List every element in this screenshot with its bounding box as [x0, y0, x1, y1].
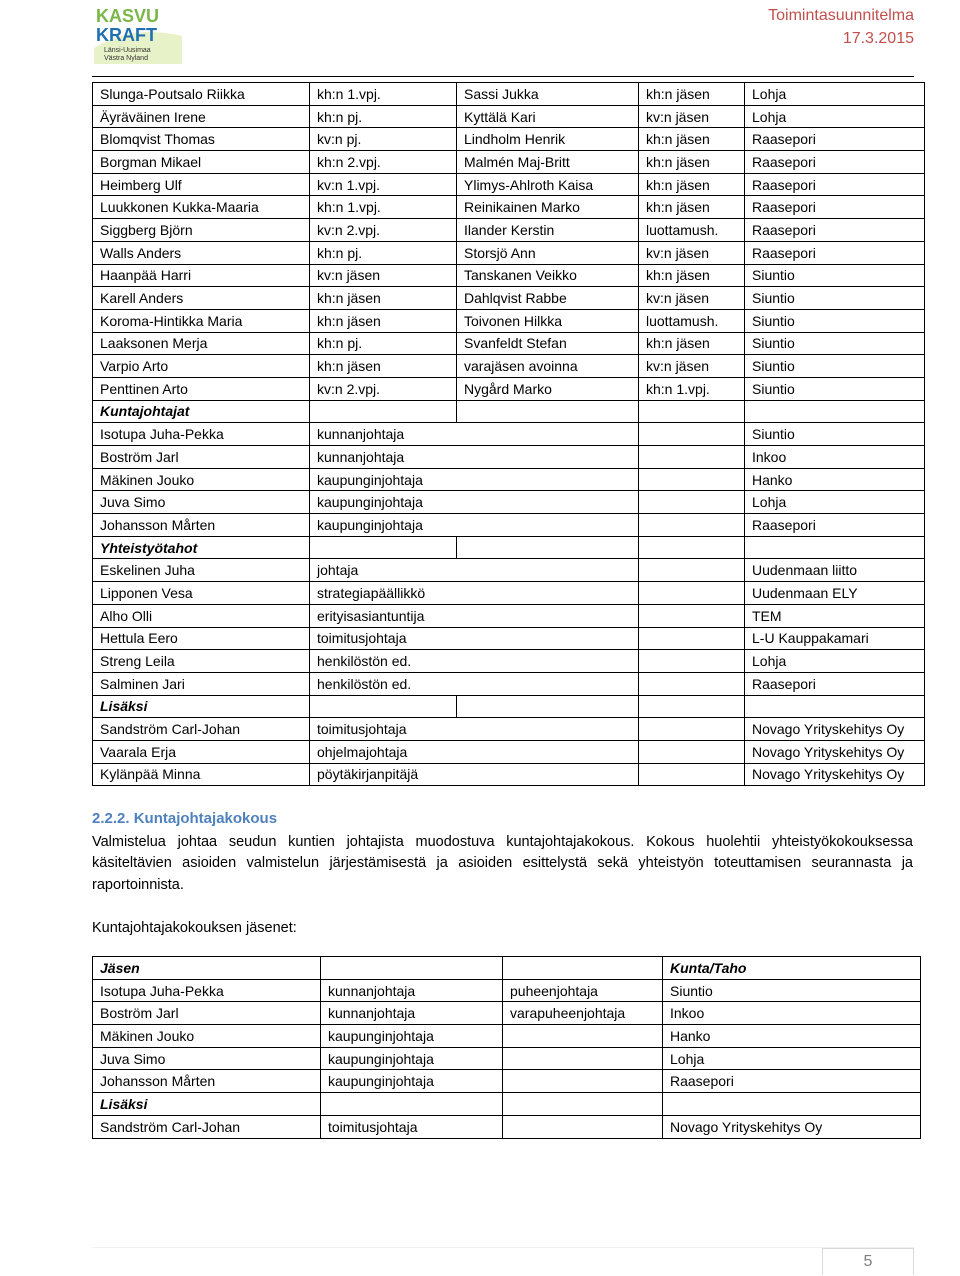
kasvu-kraft-logo	[92, 4, 184, 64]
member-row	[93, 105, 925, 128]
table-cell	[639, 672, 745, 695]
deputy-role: kh:n jäsen	[639, 83, 745, 106]
group-heading-row	[93, 1093, 921, 1116]
deputy-role: luottamush.	[639, 219, 745, 242]
deputy-name: Tanskanen Veikko	[457, 264, 639, 287]
member-town: Siuntio	[663, 979, 921, 1002]
table-cell	[639, 695, 745, 718]
deputy-role: kh:n jäsen	[639, 151, 745, 174]
member-town: Raasepori	[745, 219, 925, 242]
kokous-row	[93, 1047, 921, 1070]
footer-rule	[92, 1247, 914, 1248]
person-title: kaupunginjohtaja	[310, 491, 639, 514]
member-name: Walls Anders	[93, 241, 310, 264]
table-cell	[457, 536, 639, 559]
person-name: Alho Olli	[93, 604, 310, 627]
logo-sub2: Västra Nyland	[104, 55, 148, 62]
header-info	[768, 4, 914, 50]
member-name: Penttinen Arto	[93, 377, 310, 400]
member-name: Heimberg Ulf	[93, 173, 310, 196]
group-row	[93, 446, 925, 469]
table-cell	[457, 400, 639, 423]
table-cell	[639, 468, 745, 491]
member-town: Siuntio	[745, 355, 925, 378]
person-org: L-U Kauppakamari	[745, 627, 925, 650]
deputy-role: luottamush.	[639, 309, 745, 332]
member-role: kv:n pj.	[310, 128, 457, 151]
table-cell	[457, 695, 639, 718]
member-role: kh:n pj.	[310, 105, 457, 128]
member-name: Laaksonen Merja	[93, 332, 310, 355]
logo-line2: KRAFT	[96, 25, 157, 45]
member-name: Isotupa Juha-Pekka	[93, 979, 321, 1002]
person-name: Johansson Mårten	[93, 514, 310, 537]
member-name: Koroma-Hintikka Maria	[93, 309, 310, 332]
kokous-row	[93, 979, 921, 1002]
section-paragraph: Valmistelua johtaa seudun kuntien johtajista muodostuva kuntajohtajakokous. Kokous huolehtii yhteistyökokouksessa käsiteltävien asioiden valmistelun järjestämisestä ja asioiden esittelystä sekä yhteistyön toteuttamisen seurannasta ja raportoinnista.	[92, 834, 913, 893]
person-name: Boström Jarl	[93, 446, 310, 469]
person-org: Lohja	[745, 650, 925, 673]
kokous-row	[93, 1025, 921, 1048]
member-role	[503, 1115, 663, 1138]
table-cell	[310, 695, 457, 718]
logo-line1: KASVU	[96, 6, 160, 26]
person-org: Hanko	[745, 468, 925, 491]
group-heading: Lisäksi	[93, 1093, 321, 1116]
member-town: Siuntio	[745, 264, 925, 287]
person-org: Novago Yrityskehitys Oy	[745, 740, 925, 763]
member-name: Johansson Mårten	[93, 1070, 321, 1093]
member-role: varapuheenjohtaja	[503, 1002, 663, 1025]
member-row	[93, 287, 925, 310]
table-cell	[639, 446, 745, 469]
member-role: kh:n jäsen	[310, 287, 457, 310]
member-town: Raasepori	[663, 1070, 921, 1093]
member-title: kunnanjohtaja	[321, 979, 503, 1002]
table-cell	[321, 1093, 503, 1116]
deputy-name: Svanfeldt Stefan	[457, 332, 639, 355]
table-cell	[639, 763, 745, 786]
table-cell	[639, 559, 745, 582]
person-title: toimitusjohtaja	[310, 718, 639, 741]
table-cell	[745, 695, 925, 718]
member-town: Siuntio	[745, 377, 925, 400]
person-org: Uudenmaan liitto	[745, 559, 925, 582]
table-cell	[639, 718, 745, 741]
person-name: Lipponen Vesa	[93, 582, 310, 605]
member-name: Juva Simo	[93, 1047, 321, 1070]
deputy-role: kh:n jäsen	[639, 264, 745, 287]
column-header-member: Jäsen	[93, 957, 321, 980]
table-cell	[639, 514, 745, 537]
member-name: Boström Jarl	[93, 1002, 321, 1025]
person-name: Juva Simo	[93, 491, 310, 514]
table-cell	[663, 1093, 921, 1116]
deputy-name: Sassi Jukka	[457, 83, 639, 106]
person-name: Streng Leila	[93, 650, 310, 673]
person-title: pöytäkirjanpitäjä	[310, 763, 639, 786]
member-town: Hanko	[663, 1025, 921, 1048]
member-row	[93, 264, 925, 287]
member-town: Inkoo	[663, 1002, 921, 1025]
member-town: Raasepori	[745, 128, 925, 151]
deputy-role: kh:n jäsen	[639, 173, 745, 196]
table-cell	[639, 740, 745, 763]
member-title: kunnanjohtaja	[321, 1002, 503, 1025]
section-title: 2.2.2. Kuntajohtajakokous	[92, 810, 278, 827]
person-org: Uudenmaan ELY	[745, 582, 925, 605]
person-title: johtaja	[310, 559, 639, 582]
person-title: toimitusjohtaja	[310, 627, 639, 650]
group-heading-row	[93, 400, 925, 423]
member-role: puheenjohtaja	[503, 979, 663, 1002]
table-cell	[503, 1093, 663, 1116]
kokous-row	[93, 1070, 921, 1093]
group-row	[93, 559, 925, 582]
table-cell	[639, 423, 745, 446]
member-role: kh:n pj.	[310, 332, 457, 355]
person-org: TEM	[745, 604, 925, 627]
table-cell	[639, 536, 745, 559]
group-row	[93, 491, 925, 514]
group-row	[93, 740, 925, 763]
deputy-name: Reinikainen Marko	[457, 196, 639, 219]
member-name: Slunga-Poutsalo Riikka	[93, 83, 310, 106]
member-name: Siggberg Björn	[93, 219, 310, 242]
member-role: kh:n jäsen	[310, 355, 457, 378]
member-row	[93, 128, 925, 151]
member-row	[93, 355, 925, 378]
steering-group-table	[92, 82, 925, 786]
deputy-role: kh:n 1.vpj.	[639, 377, 745, 400]
table-cell	[639, 491, 745, 514]
member-row	[93, 332, 925, 355]
table-cell	[639, 400, 745, 423]
table-cell	[745, 400, 925, 423]
members-label: Kuntajohtajakokouksen jäsenet:	[92, 920, 297, 936]
person-title: henkilöstön ed.	[310, 650, 639, 673]
deputy-name: Dahlqvist Rabbe	[457, 287, 639, 310]
table-cell	[745, 536, 925, 559]
deputy-role: kv:n jäsen	[639, 105, 745, 128]
member-role: kh:n 2.vpj.	[310, 151, 457, 174]
member-row	[93, 309, 925, 332]
person-name: Mäkinen Jouko	[93, 468, 310, 491]
group-row	[93, 604, 925, 627]
deputy-name: varajäsen avoinna	[457, 355, 639, 378]
deputy-name: Toivonen Hilkka	[457, 309, 639, 332]
person-name: Vaarala Erja	[93, 740, 310, 763]
member-name: Borgman Mikael	[93, 151, 310, 174]
member-role: kv:n jäsen	[310, 264, 457, 287]
table-cell	[639, 650, 745, 673]
person-title: strategiapäällikkö	[310, 582, 639, 605]
person-title: kunnanjohtaja	[310, 446, 639, 469]
person-title: kaupunginjohtaja	[310, 514, 639, 537]
member-town: Siuntio	[745, 332, 925, 355]
group-row	[93, 718, 925, 741]
member-role: kv:n 2.vpj.	[310, 377, 457, 400]
deputy-name: Nygård Marko	[457, 377, 639, 400]
member-name: Mäkinen Jouko	[93, 1025, 321, 1048]
page-number: 5	[822, 1248, 914, 1275]
member-town: Lohja	[663, 1047, 921, 1070]
member-row	[93, 83, 925, 106]
member-role	[503, 1047, 663, 1070]
deputy-role: kh:n jäsen	[639, 332, 745, 355]
member-row	[93, 241, 925, 264]
person-name: Hettula Eero	[93, 627, 310, 650]
deputy-name: Lindholm Henrik	[457, 128, 639, 151]
group-row	[93, 672, 925, 695]
member-town: Siuntio	[745, 309, 925, 332]
table-cell	[321, 957, 503, 980]
document-title: Toimintasuunnitelma	[768, 7, 914, 24]
group-row	[93, 627, 925, 650]
logo-sub1: Länsi-Uusimaa	[104, 47, 151, 54]
member-name: Haanpää Harri	[93, 264, 310, 287]
group-heading-row	[93, 695, 925, 718]
member-town: Lohja	[745, 83, 925, 106]
person-org: Inkoo	[745, 446, 925, 469]
group-row	[93, 763, 925, 786]
group-heading: Lisäksi	[93, 695, 310, 718]
deputy-name: Malmén Maj-Britt	[457, 151, 639, 174]
member-town: Siuntio	[745, 287, 925, 310]
person-title: ohjelmajohtaja	[310, 740, 639, 763]
member-town: Raasepori	[745, 173, 925, 196]
member-title: kaupunginjohtaja	[321, 1070, 503, 1093]
deputy-name: Ilander Kerstin	[457, 219, 639, 242]
group-row	[93, 468, 925, 491]
member-name: Luukkonen Kukka-Maaria	[93, 196, 310, 219]
member-name: Blomqvist Thomas	[93, 128, 310, 151]
document-date: 17.3.2015	[842, 30, 914, 47]
group-row	[93, 423, 925, 446]
person-title: kunnanjohtaja	[310, 423, 639, 446]
table-cell	[503, 957, 663, 980]
deputy-role: kh:n jäsen	[639, 196, 745, 219]
deputy-role: kv:n jäsen	[639, 287, 745, 310]
member-row	[93, 173, 925, 196]
member-title: kaupunginjohtaja	[321, 1047, 503, 1070]
person-org: Novago Yrityskehitys Oy	[745, 718, 925, 741]
person-org: Raasepori	[745, 514, 925, 537]
member-role: kv:n 2.vpj.	[310, 219, 457, 242]
person-title: erityisasiantuntija	[310, 604, 639, 627]
member-role: kv:n 1.vpj.	[310, 173, 457, 196]
member-town: Raasepori	[745, 151, 925, 174]
member-row	[93, 151, 925, 174]
deputy-role: kh:n jäsen	[639, 128, 745, 151]
member-town: Raasepori	[745, 196, 925, 219]
member-role: kh:n jäsen	[310, 309, 457, 332]
table-cell	[639, 627, 745, 650]
member-title: kaupunginjohtaja	[321, 1025, 503, 1048]
person-org: Raasepori	[745, 672, 925, 695]
group-row	[93, 650, 925, 673]
header-row	[93, 957, 921, 980]
member-title: toimitusjohtaja	[321, 1115, 503, 1138]
deputy-name: Ylimys-Ahlroth Kaisa	[457, 173, 639, 196]
member-name: Sandström Carl-Johan	[93, 1115, 321, 1138]
group-row	[93, 582, 925, 605]
member-town: Raasepori	[745, 241, 925, 264]
group-heading: Kuntajohtajat	[93, 400, 310, 423]
member-role: kh:n 1.vpj.	[310, 83, 457, 106]
kuntajohtajakokous-table	[92, 956, 921, 1139]
deputy-name: Storsjö Ann	[457, 241, 639, 264]
deputy-name: Kyttälä Kari	[457, 105, 639, 128]
kokous-row	[93, 1002, 921, 1025]
member-name: Äyräväinen Irene	[93, 105, 310, 128]
member-row	[93, 196, 925, 219]
group-heading: Yhteistyötahot	[93, 536, 310, 559]
person-title: kaupunginjohtaja	[310, 468, 639, 491]
member-town: Lohja	[745, 105, 925, 128]
deputy-role: kv:n jäsen	[639, 241, 745, 264]
member-role	[503, 1025, 663, 1048]
kokous-row	[93, 1115, 921, 1138]
member-town: Novago Yrityskehitys Oy	[663, 1115, 921, 1138]
person-name: Salminen Jari	[93, 672, 310, 695]
group-heading-row	[93, 536, 925, 559]
member-row	[93, 377, 925, 400]
group-row	[93, 514, 925, 537]
person-name: Sandström Carl-Johan	[93, 718, 310, 741]
member-name: Karell Anders	[93, 287, 310, 310]
header-rule	[92, 76, 914, 77]
person-org: Novago Yrityskehitys Oy	[745, 763, 925, 786]
member-role: kh:n 1.vpj.	[310, 196, 457, 219]
deputy-role: kv:n jäsen	[639, 355, 745, 378]
person-name: Kylänpää Minna	[93, 763, 310, 786]
table-cell	[310, 400, 457, 423]
person-org: Lohja	[745, 491, 925, 514]
table-cell	[310, 536, 457, 559]
member-role	[503, 1070, 663, 1093]
member-name: Varpio Arto	[93, 355, 310, 378]
member-row	[93, 219, 925, 242]
member-role: kh:n pj.	[310, 241, 457, 264]
person-name: Eskelinen Juha	[93, 559, 310, 582]
person-name: Isotupa Juha-Pekka	[93, 423, 310, 446]
person-org: Siuntio	[745, 423, 925, 446]
table-cell	[639, 582, 745, 605]
column-header-town: Kunta/Taho	[663, 957, 921, 980]
table-cell	[639, 604, 745, 627]
person-title: henkilöstön ed.	[310, 672, 639, 695]
